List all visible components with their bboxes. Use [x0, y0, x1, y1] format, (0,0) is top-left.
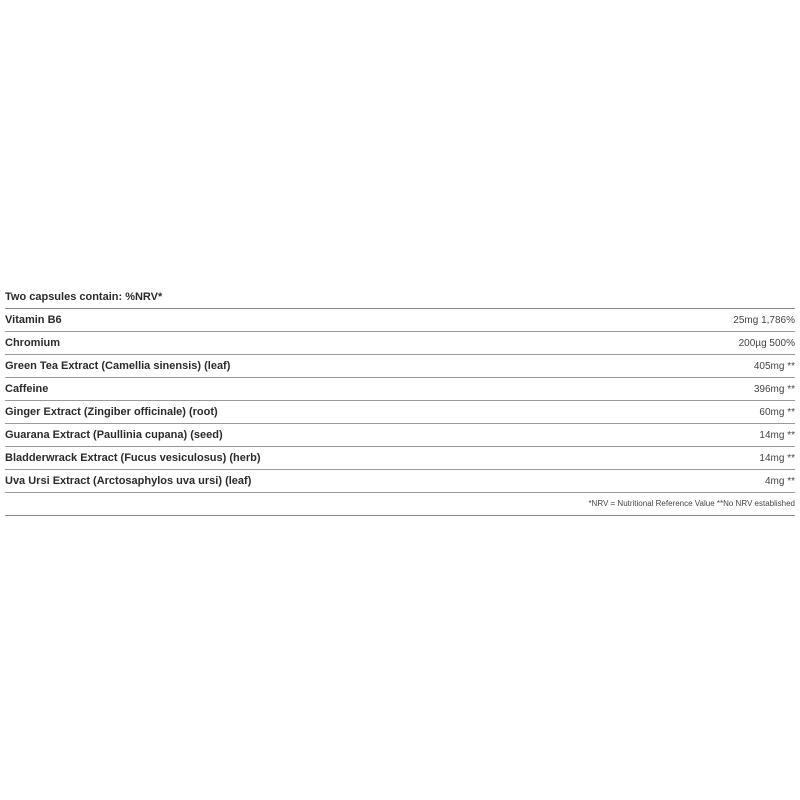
ingredient-name: Ginger Extract (Zingiber officinale) (root) [5, 406, 218, 418]
nutrition-table [5, 286, 795, 516]
ingredient-name: Bladderwrack Extract (Fucus vesiculosus) (herb) [5, 452, 261, 464]
ingredient-name: Uva Ursi Extract (Arctosaphylos uva ursi) (leaf) [5, 475, 252, 487]
ingredient-name: Vitamin B6 [5, 314, 62, 326]
table-row [5, 401, 795, 424]
ingredient-name: Green Tea Extract (Camellia sinensis) (leaf) [5, 360, 231, 372]
ingredient-amount: 396mg ** [753, 383, 795, 395]
ingredient-amount: 60mg ** [759, 406, 795, 418]
table-header: Two capsules contain: %NRV* [5, 286, 795, 309]
ingredient-name: Chromium [5, 337, 60, 349]
table-row [5, 378, 795, 401]
table-row [5, 332, 795, 355]
ingredient-amount: 405mg ** [753, 360, 795, 372]
table-row [5, 447, 795, 470]
table-row [5, 470, 795, 493]
footnote: *NRV = Nutritional Reference Value **No NRV established [5, 493, 795, 516]
ingredient-amount: 4mg ** [764, 475, 795, 487]
ingredient-name: Guarana Extract (Paullinia cupana) (seed) [5, 429, 223, 441]
ingredient-amount: 25mg 1,786% [733, 314, 795, 326]
table-row [5, 355, 795, 378]
ingredient-name: Caffeine [5, 383, 49, 395]
ingredient-amount: 200µg 500% [738, 337, 795, 349]
ingredient-amount: 14mg ** [759, 452, 795, 464]
table-row [5, 424, 795, 447]
ingredient-amount: 14mg ** [759, 429, 795, 441]
table-row [5, 309, 795, 332]
